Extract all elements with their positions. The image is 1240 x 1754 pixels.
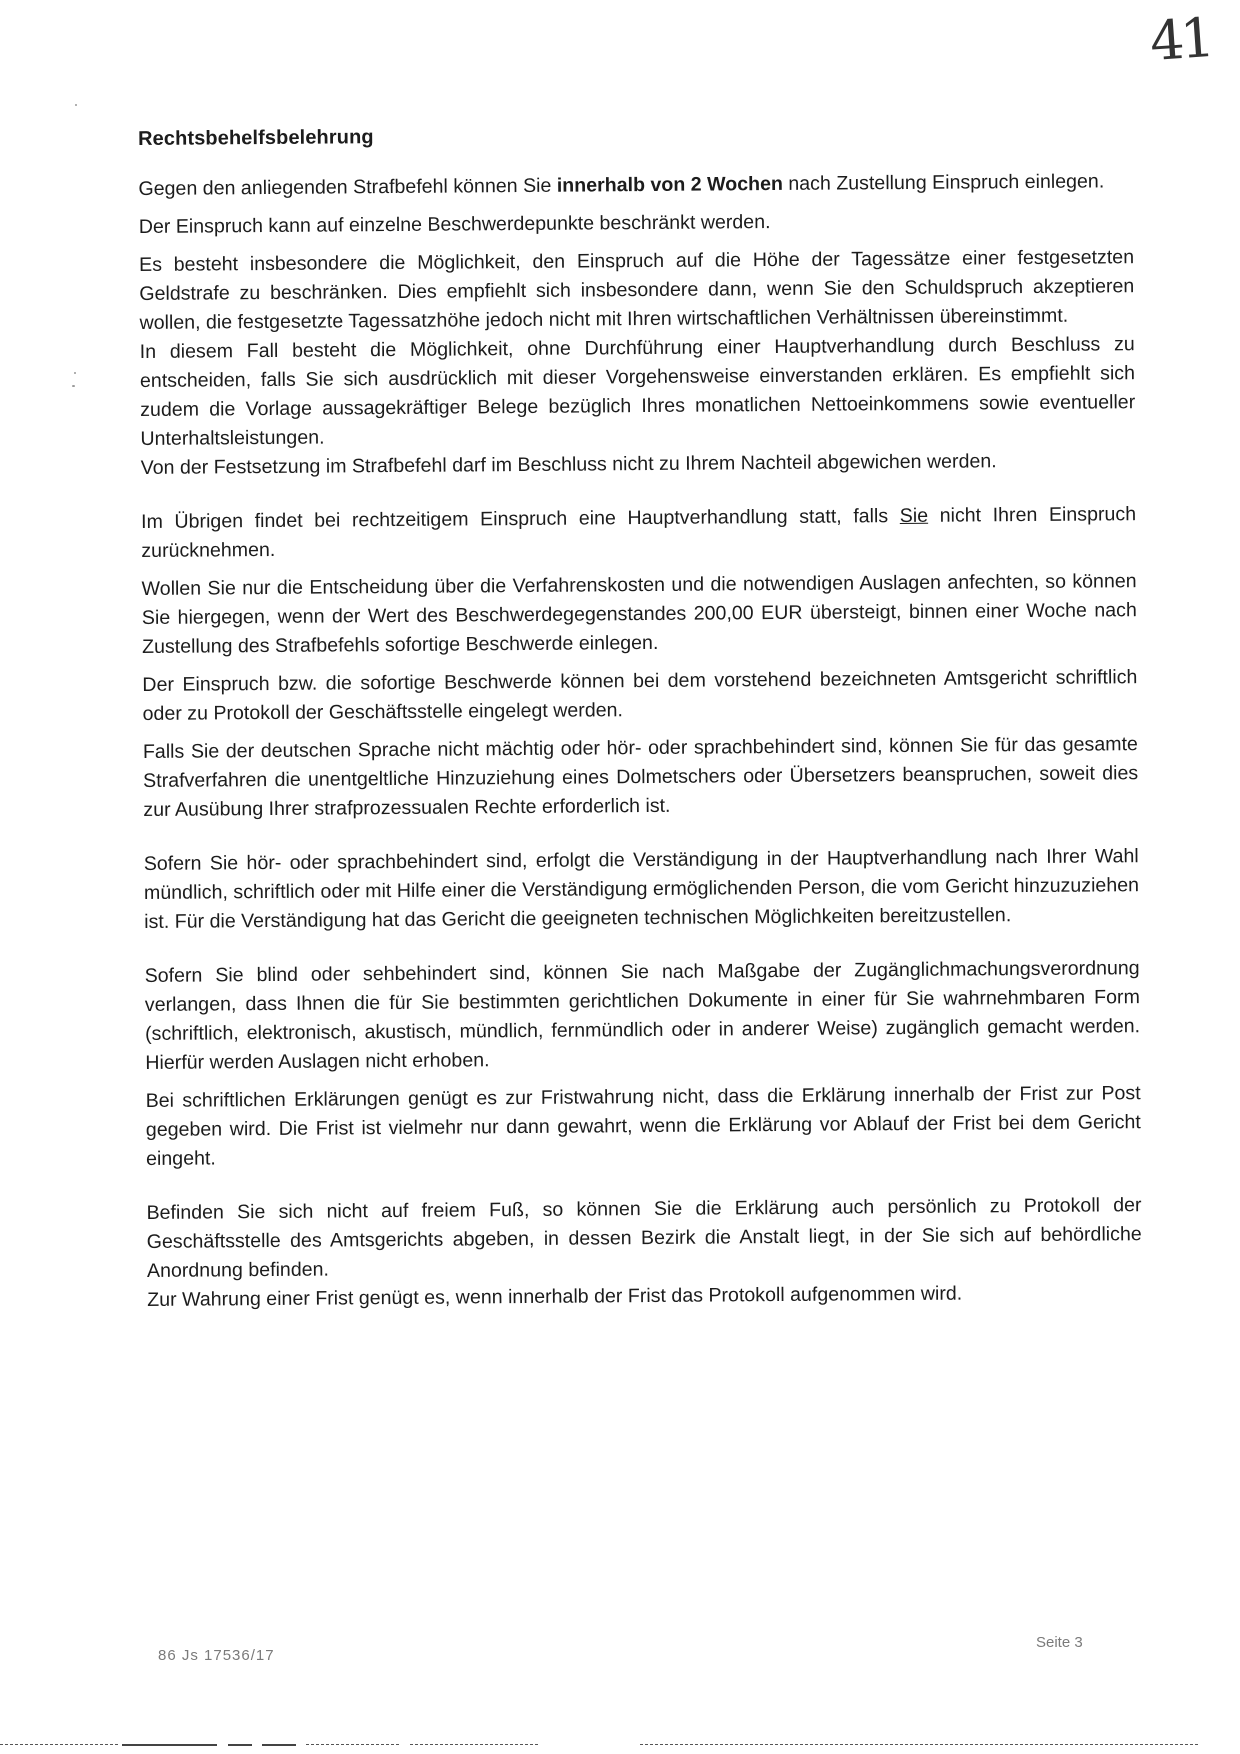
paragraph-written-deadline: Bei schriftlichen Erklärungen genügt es zur Fristwahrung nicht, dass die Erklärung innerhalb der Frist zur Post gegeben wird. Die Frist ist vielmehr nur dann gewahrt, wenn die Erklärung vor Ablauf der Frist bei dem Gericht eingeht. [145,1082,1141,1170]
text-segment: Gegen den anliegenden Strafbefehl können Sie [138,174,557,200]
paragraph-no-disadvantage: Von der Festsetzung im Strafbefehl darf im Beschluss nicht zu Ihrem Nachteil abgewichen werden. [140,450,997,479]
document-title: Rechtsbehelfsbelehrung [138,126,374,150]
text-segment: nach Zustellung Einspruch einlegen. [782,170,1105,195]
page-number: Seite 3 [1036,1634,1083,1651]
paragraph-interpreter: Falls Sie der deutschen Sprache nicht mächtig oder hör- oder sprachbehindert sind, können Sie für das gesamte Strafverfahren die unentgeltliche Hinzuziehung eines Dolmetschers oder Übersetzers beanspruchen, soweit dies zur Ausübung Ihrer strafprozessualen Rechte erforderlich ist. [142,733,1139,821]
scan-bottom-edge [0,1744,1240,1750]
edge-mark [306,1744,401,1745]
paragraph-visually-impaired: Sofern Sie blind oder sehbehindert sind, können Sie nach Maßgabe der Zugänglichmachungsverordnung verlangen, dass Ihnen die für Sie bestimmten gerichtlichen Dokumente in einer für Sie wahrnehmbaren Form (schriftlich, elektronisch, akustisch, mündlich, fernmündlich oder in anderer Weise) zugänglich gemacht werden. Hierfür werden Auslagen nicht erhoben. [144,957,1141,1074]
paragraph-in-custody: Befinden Sie sich nicht auf freiem Fuß, so können Sie die Erklärung auch persönlich zu Protokoll der Geschäftsstelle des Amtsgerichts abgeben, in dessen Bezirk die Anstalt liegt, in der Sie sich auf behördliche Anordnung befinden. [146,1194,1142,1282]
paragraph-decision-by-order: In diesem Fall besteht die Möglichkeit, ohne Durchführung einer Hauptverhandlung durch Beschluss zu entscheiden, falls Sie sich ausdrücklich mit dieser Vorgehensweise einverstanden erklären. Es empfiehlt sich zudem die Vorlage aussagekräftiger Belege bezüglich Ihres monatlichen Nettoeinkommens sowie eventueller Unterhaltsleistungen. [139,333,1136,450]
edge-mark [122,1744,217,1746]
text-segment: nicht Ihren Einspruch zurücknehmen. [141,503,1137,562]
paragraph-deadline [138,167,1133,204]
paragraph-main-hearing [141,500,1136,566]
deadline-emphasis: innerhalb von 2 Wochen [556,172,783,197]
underlined-word: Sie [899,504,929,528]
edge-mark [640,1744,1200,1745]
case-reference: 86 Js 17536/17 [158,1647,275,1664]
handwritten-page-number: 41 [1147,5,1213,74]
text-segment: Im Übrigen findet bei rechtzeitigem Einspruch eine Hauptverhandlung statt, falls [141,505,900,533]
scan-speck [75,104,77,106]
paragraph-limitation: Der Einspruch kann auf einzelne Beschwerdepunkte beschränkt werden. [138,211,771,238]
paragraph-filing: Der Einspruch bzw. die sofortige Beschwerde können bei dem vorstehend bezeichneten Amtsgericht schriftlich oder zu Protokoll der Geschäftsstelle eingelegt werden. [142,666,1138,725]
paragraph-hearing-impaired: Sofern Sie hör- oder sprachbehindert sind, erfolgt die Verständigung in der Hauptverhandlung nach Ihrer Wahl mündlich, schriftlich oder mit Hilfe einer die Verständigung ermöglichenden Person, die vom Gericht hinzuzuziehen ist. Für die Verständigung hat das Gericht die geeigneten technischen Möglichkeiten bereitzustellen. [143,845,1140,933]
edge-mark [410,1744,540,1745]
paragraph-daily-rate: Es besteht insbesondere die Möglichkeit, den Einspruch auf die Höhe der Tagessätze einer festgesetzten Geldstrafe zu beschränken. Dies empfiehlt sich insbesondere dann, wenn Sie den Schuldspruch akzeptieren wollen, die festgesetzte Tagessatzhöhe jedoch nicht mit Ihren wirtschaftlichen Verhältnissen übereinstimmt. [138,246,1135,334]
scan-speck [74,372,76,374]
paragraph-protocol-deadline: Zur Wahrung einer Frist genügt es, wenn innerhalb der Frist das Protokoll aufgenommen wird. [147,1282,963,1311]
edge-mark [228,1744,252,1746]
edge-mark [0,1744,118,1745]
edge-mark [262,1744,296,1746]
document-body [138,120,1142,1315]
scan-speck [72,385,75,387]
paragraph-costs-appeal: Wollen Sie nur die Entscheidung über die Verfahrenskosten und die notwendigen Auslagen anfechten, so können Sie hiergegen, wenn der Wert des Beschwerdegegenstandes 200,00 EUR übersteigt, binnen einer Woche nach Zustellung des Strafbefehls sofortige Beschwerde einlegen. [141,570,1137,658]
